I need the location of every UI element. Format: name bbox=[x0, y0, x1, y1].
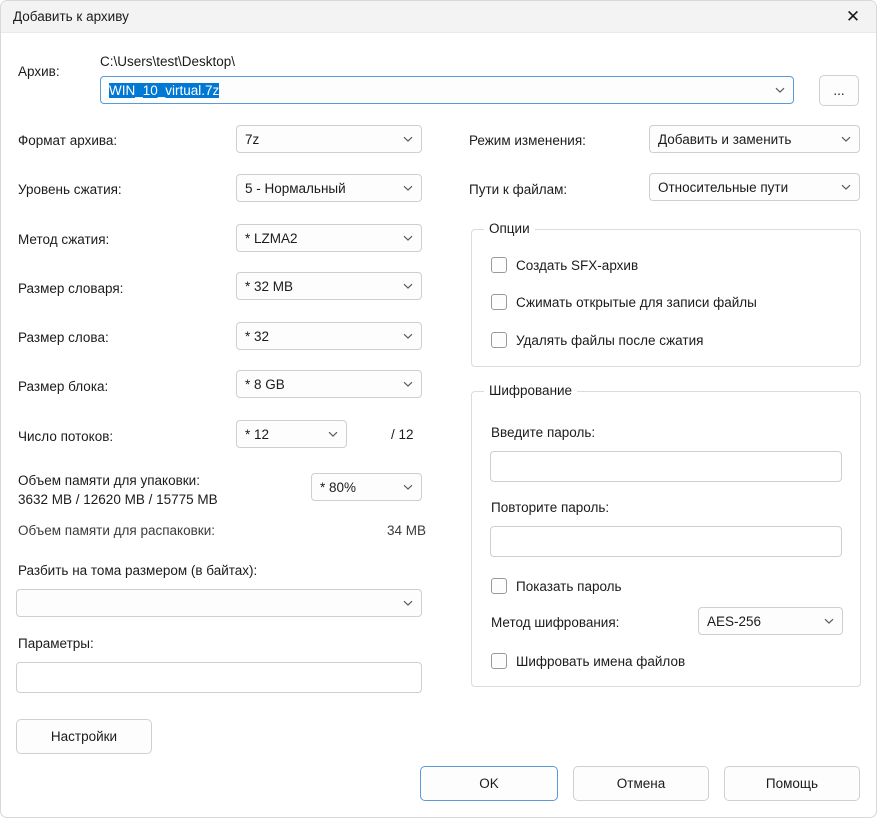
title-bar bbox=[1, 1, 876, 33]
chevron-down-icon bbox=[403, 134, 413, 144]
settings-button[interactable]: Настройки bbox=[16, 719, 152, 754]
chevron-down-icon bbox=[403, 598, 413, 608]
update-mode-label: Режим изменения: bbox=[469, 133, 586, 148]
compression-method-value: * LZMA2 bbox=[245, 230, 298, 246]
chevron-down-icon bbox=[403, 183, 413, 193]
block-size-select[interactable] bbox=[236, 370, 422, 398]
path-mode-value: Относительные пути bbox=[658, 179, 789, 195]
threads-total: / 12 bbox=[391, 427, 414, 442]
threads-value: * 12 bbox=[245, 426, 270, 442]
compress-shared-label: Сжимать открытые для записи файлы bbox=[516, 294, 757, 310]
memory-unpack-label: Объем памяти для распаковки: bbox=[18, 523, 215, 538]
encrypt-filenames-label: Шифровать имена файлов bbox=[516, 653, 686, 669]
compression-level-label: Уровень сжатия: bbox=[18, 182, 122, 197]
encryption-method-value: AES-256 bbox=[707, 613, 762, 629]
checkbox-icon bbox=[491, 332, 507, 348]
chevron-down-icon bbox=[403, 281, 413, 291]
window-title: Добавить к архиву bbox=[13, 9, 129, 24]
delete-after-checkbox[interactable] bbox=[491, 332, 703, 348]
cancel-button[interactable]: Отмена bbox=[573, 766, 709, 801]
options-group-title: Опции bbox=[484, 221, 535, 236]
dictionary-size-select[interactable] bbox=[236, 272, 422, 300]
format-value: 7z bbox=[245, 131, 260, 147]
ok-button[interactable]: OK bbox=[420, 766, 558, 801]
compress-shared-checkbox[interactable] bbox=[491, 294, 757, 310]
archive-label: Архив: bbox=[18, 64, 60, 79]
split-volumes-input[interactable] bbox=[16, 589, 422, 617]
sfx-archive-label: Создать SFX-архив bbox=[516, 257, 639, 273]
memory-pack-label: Объем памяти для упаковки: bbox=[18, 473, 200, 488]
help-button[interactable]: Помощь bbox=[724, 766, 860, 801]
threads-label: Число потоков: bbox=[18, 429, 114, 444]
chevron-down-icon bbox=[328, 429, 338, 439]
browse-button[interactable]: ... bbox=[819, 75, 859, 106]
compression-level-value: 5 - Нормальный bbox=[245, 180, 346, 196]
archive-name-value: WIN_10_virtual.7z bbox=[109, 82, 220, 98]
block-size-label: Размер блока: bbox=[18, 379, 109, 394]
parameters-input[interactable] bbox=[16, 662, 422, 693]
password-input[interactable] bbox=[490, 451, 842, 482]
format-select[interactable] bbox=[236, 125, 422, 153]
encryption-method-label: Метод шифрования: bbox=[491, 615, 620, 630]
checkbox-icon bbox=[491, 294, 507, 310]
threads-select[interactable] bbox=[236, 420, 347, 448]
archive-path: C:\Users\test\Desktop\ bbox=[100, 54, 236, 69]
compression-method-label: Метод сжатия: bbox=[18, 232, 110, 247]
chevron-down-icon bbox=[841, 182, 851, 192]
chevron-down-icon bbox=[403, 379, 413, 389]
close-icon[interactable]: ✕ bbox=[845, 6, 861, 26]
path-mode-label: Пути к файлам: bbox=[469, 182, 568, 197]
compression-method-select[interactable] bbox=[236, 224, 422, 252]
encrypt-filenames-checkbox[interactable] bbox=[491, 653, 685, 669]
split-volumes-label: Разбить на тома размером (в байтах): bbox=[18, 563, 258, 578]
memory-pack-detail: 3632 MB / 12620 MB / 15775 MB bbox=[18, 492, 218, 507]
chevron-down-icon bbox=[403, 331, 413, 341]
update-mode-value: Добавить и заменить bbox=[658, 131, 792, 147]
path-mode-select[interactable] bbox=[649, 173, 860, 201]
show-password-checkbox[interactable] bbox=[491, 578, 622, 594]
checkbox-icon bbox=[491, 653, 507, 669]
show-password-label: Показать пароль bbox=[516, 578, 622, 594]
format-label: Формат архива: bbox=[18, 133, 118, 148]
password-label: Введите пароль: bbox=[491, 425, 596, 440]
compression-level-select[interactable] bbox=[236, 174, 422, 202]
encryption-method-select[interactable] bbox=[698, 607, 843, 635]
chevron-down-icon bbox=[841, 134, 851, 144]
delete-after-label: Удалять файлы после сжатия bbox=[516, 332, 704, 348]
sfx-archive-checkbox[interactable] bbox=[491, 257, 638, 273]
dictionary-size-label: Размер словаря: bbox=[18, 281, 124, 296]
archive-name-input[interactable] bbox=[100, 76, 794, 104]
chevron-down-icon bbox=[824, 616, 834, 626]
encryption-group-title: Шифрование bbox=[484, 383, 577, 398]
update-mode-select[interactable] bbox=[649, 125, 860, 153]
word-size-select[interactable] bbox=[236, 322, 422, 350]
memory-usage-select[interactable] bbox=[311, 473, 422, 501]
word-size-label: Размер слова: bbox=[18, 330, 109, 345]
dictionary-size-value: * 32 MB bbox=[245, 278, 294, 294]
chevron-down-icon bbox=[775, 85, 785, 95]
checkbox-icon bbox=[491, 257, 507, 273]
password-repeat-label: Повторите пароль: bbox=[491, 500, 610, 515]
parameters-label: Параметры: bbox=[18, 636, 94, 651]
password-repeat-input[interactable] bbox=[490, 526, 842, 557]
block-size-value: * 8 GB bbox=[245, 376, 285, 392]
chevron-down-icon bbox=[403, 233, 413, 243]
chevron-down-icon bbox=[403, 482, 413, 492]
memory-usage-value: * 80% bbox=[320, 479, 357, 495]
word-size-value: * 32 bbox=[245, 328, 270, 344]
checkbox-icon bbox=[491, 578, 507, 594]
memory-unpack-value: 34 MB bbox=[387, 523, 427, 538]
